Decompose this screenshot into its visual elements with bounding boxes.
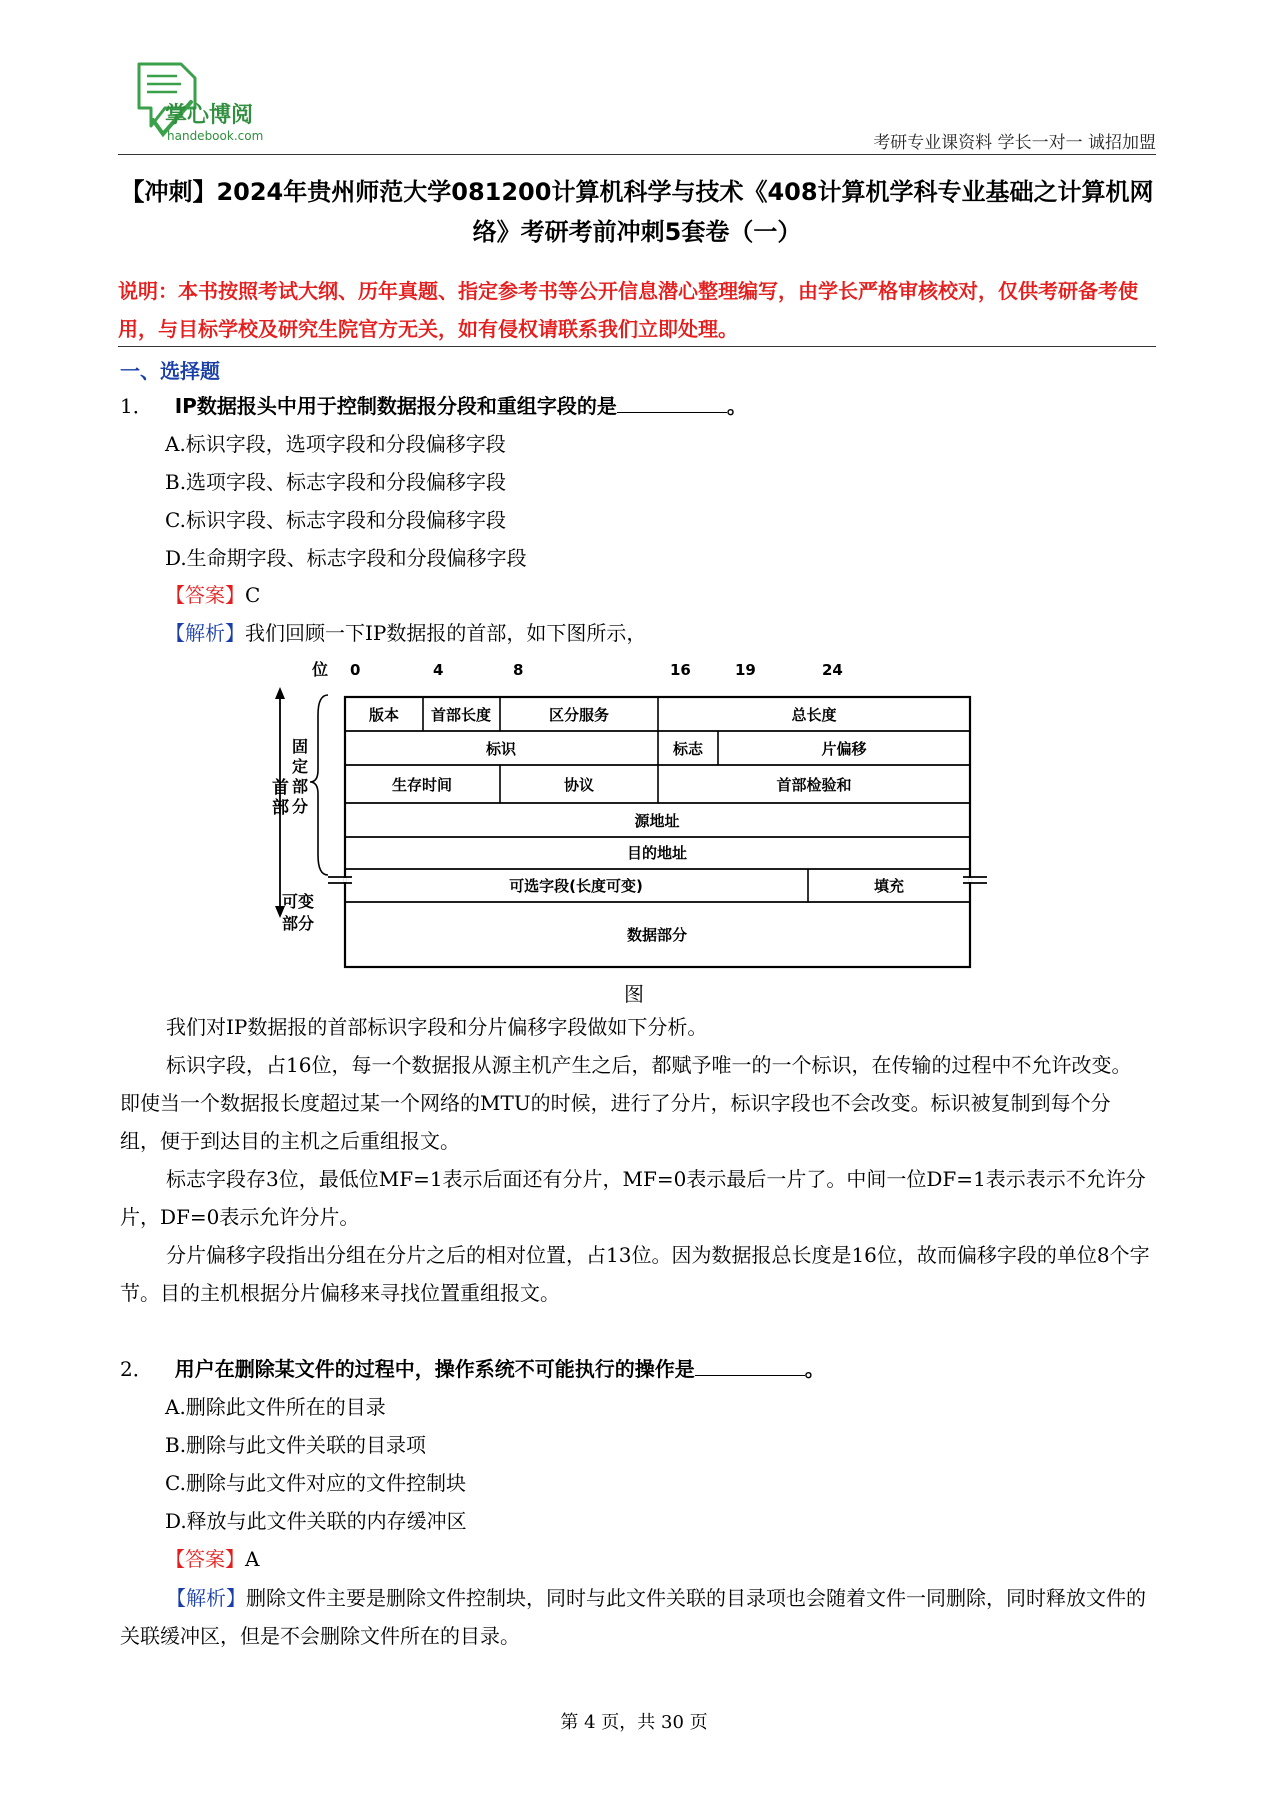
- question-end: 。: [804, 1357, 825, 1381]
- header-tagline: 考研专业课资料 学长一对一 诚招加盟: [873, 133, 1156, 153]
- cell-source-address: 源地址: [634, 812, 680, 830]
- header-side-label-1: 首: [272, 778, 289, 798]
- analysis-label: 【解析】: [166, 1586, 246, 1610]
- option-c: C.标识字段、标志字段和分段偏移字段: [165, 508, 506, 532]
- cell-data: 数据部分: [626, 926, 688, 944]
- question-2: [120, 1355, 825, 1383]
- analysis-paragraph-4: 分片偏移字段指出分组在分片之后的相对位置，占13位。因为数据报总长度是16位，故而偏移字段的单位8个字节。目的主机根据分片偏移来寻找位置重组报文。: [120, 1243, 1150, 1305]
- fixed-part-3: 部: [292, 777, 309, 796]
- notice-divider: [118, 346, 1156, 347]
- header-side-label-2: 部: [272, 798, 289, 818]
- option-b: B.删除与此文件关联的目录项: [165, 1433, 427, 1457]
- ip-header-diagram: [260, 655, 1040, 975]
- cell-padding: 填充: [873, 877, 905, 895]
- cell-version: 版本: [368, 706, 400, 724]
- bit-16: 16: [670, 661, 691, 679]
- analysis-paragraph: [120, 1579, 1150, 1655]
- option-a: A.标识字段，选项字段和分段偏移字段: [165, 432, 506, 456]
- bit-4: 4: [433, 661, 444, 679]
- cell-total-length: 总长度: [791, 706, 837, 724]
- bit-label: 位: [312, 660, 329, 679]
- fixed-part-2: 定: [292, 757, 309, 776]
- option-a: A.删除此文件所在的目录: [165, 1395, 386, 1419]
- bit-19: 19: [735, 661, 756, 679]
- section-heading: 一、选择题: [120, 359, 220, 383]
- analysis-paragraph-2: 标识字段，占16位，每一个数据报从源主机产生之后，都赋予唯一的一个标识，在传输的过程中不允许改变。即使当一个数据报长度超过某一个网络的MTU的时候，进行了分片，标识字段也不会改变。标识被复制到每个分组，便于到达目的主机之后重组报文。: [120, 1053, 1132, 1153]
- analysis-text: 删除文件主要是删除文件控制块，同时与此文件关联的目录项也会随着文件一同删除，同时释放文件的关联缓冲区，但是不会删除文件所在的目录。: [120, 1586, 1146, 1648]
- answer-line: [165, 1545, 259, 1573]
- bit-24: 24: [822, 661, 843, 679]
- analysis-paragraph-3: 标志字段存3位，最低位MF=1表示后面还有分片，MF=0表示最后一片了。中间一位DF=1表示表示不允许分片，DF=0表示允许分片。: [120, 1167, 1146, 1229]
- cell-identification: 标识: [485, 740, 517, 758]
- option-d: D.释放与此文件关联的内存缓冲区: [165, 1509, 467, 1533]
- cell-ttl: 生存时间: [391, 776, 453, 794]
- fixed-part-1: 固: [292, 737, 309, 756]
- cell-options: 可选字段(长度可变): [509, 877, 643, 895]
- option-c: C.删除与此文件对应的文件控制块: [165, 1471, 466, 1495]
- analysis-label: 【解析】: [165, 621, 245, 645]
- figure-caption: 图: [624, 982, 644, 1006]
- variable-part-1: 可变: [282, 892, 315, 911]
- header-divider: [118, 154, 1156, 155]
- cell-destination-address: 目的地址: [626, 844, 688, 862]
- option-d: D.生命期字段、标志字段和分段偏移字段: [165, 546, 527, 570]
- analysis-line: [165, 619, 646, 647]
- notice-text: 说明：本书按照考试大纲、历年真题、指定参考书等公开信息潜心整理编写，由学长严格审核校对，仅供考研备考使用，与目标学校及研究生院官方无关，如有侵权请联系我们立即处理。: [118, 279, 1138, 341]
- document-title: 【冲刺】2024年贵州师范大学081200计算机科学与技术《408计算机学科专业基础之计算机网络》考研考前冲刺5套卷（一）: [120, 178, 1154, 246]
- answer-blank: [617, 392, 727, 413]
- cell-flags: 标志: [672, 740, 704, 758]
- variable-part-2: 部分: [282, 914, 315, 933]
- answer-value: A: [245, 1547, 260, 1571]
- question-stem: IP数据报头中用于控制数据报分段和重组字段的是: [174, 394, 617, 418]
- cell-protocol: 协议: [563, 776, 595, 794]
- bit-8: 8: [513, 661, 524, 679]
- analysis-paragraph-1: 我们对IP数据报的首部标识字段和分片偏移字段做如下分析。: [166, 1015, 708, 1039]
- question-number: 1．: [120, 394, 153, 418]
- brand-logo: [133, 58, 303, 150]
- page-footer: 第 4 页，共 30 页: [560, 1712, 708, 1733]
- question-1: [120, 392, 747, 420]
- answer-value: C: [245, 583, 261, 607]
- logo-text: 掌心博阅: [165, 103, 254, 128]
- answer-blank: [695, 1355, 805, 1376]
- cell-header-length: 首部长度: [430, 706, 492, 724]
- question-end: 。: [726, 394, 747, 418]
- answer-label: 【答案】: [165, 1547, 245, 1571]
- fixed-part-4: 分: [292, 797, 309, 816]
- cell-service: 区分服务: [548, 706, 610, 724]
- logo-subtext: handebook.com: [167, 129, 264, 143]
- question-stem: 用户在删除某文件的过程中，操作系统不可能执行的操作是: [174, 1357, 695, 1381]
- answer-label: 【答案】: [165, 583, 245, 607]
- analysis-text: 我们回顾一下IP数据报的首部，如下图所示，: [245, 621, 647, 645]
- cell-checksum: 首部检验和: [776, 776, 852, 794]
- answer-line: [165, 581, 260, 609]
- cell-fragment-offset: 片偏移: [821, 740, 867, 758]
- option-b: B.选项字段、标志字段和分段偏移字段: [165, 470, 507, 494]
- bit-0: 0: [350, 661, 361, 679]
- question-number: 2．: [120, 1357, 153, 1381]
